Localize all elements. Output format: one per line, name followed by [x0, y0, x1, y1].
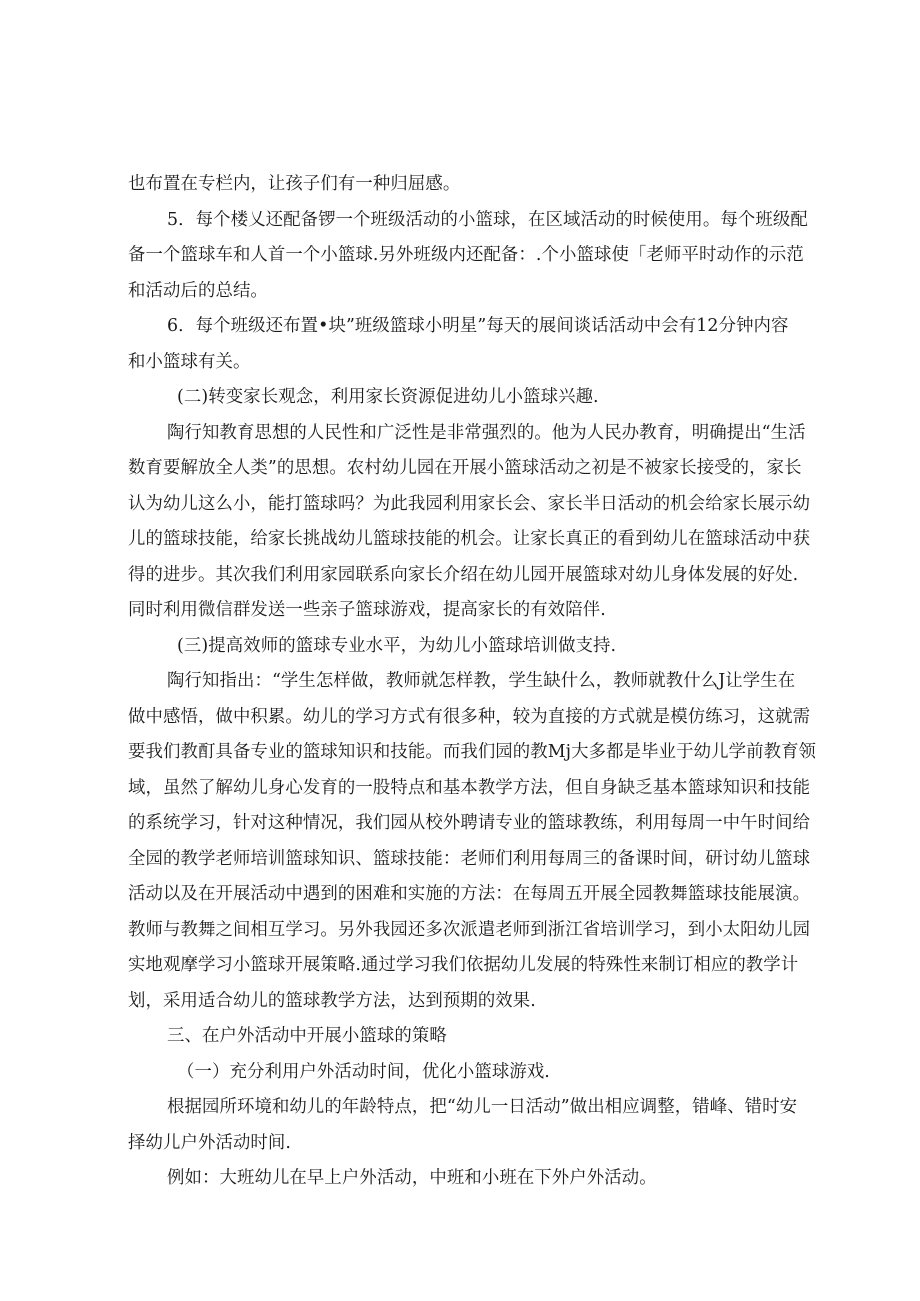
paragraph-line: 例如：大班幼儿在早上户外活动，中班和小班在下外户外活动。 — [167, 1168, 657, 1188]
paragraph-line: 的系统学习，针对这种情况，我们园从校外聘请专业的篮球教练，利用每周一中午时间给 — [128, 813, 811, 833]
paragraph-line: 域，虽然了解幼儿身心发育的一股特点和基本教学方法，但自身缺乏基本篮球知识和技能 — [128, 778, 811, 798]
list-item-6-line: 6．每个班级还布置•块”班级篮球小明星”每天的展间谈话活动中会有12分钟内容 — [167, 316, 789, 336]
paragraph-line: 陶行知指出：“学生怎样做，教师就怎样教，学生缺什么，教师就教什么J让学生在 — [167, 671, 796, 691]
paragraph-line: 划，采用适合幼儿的篮球教学方法，达到预期的效果. — [128, 991, 536, 1011]
list-item-5-line: 5．每个楼乂还配备锣一个班级活动的小篮球，在区域活动的时候使用。每个班级配 — [167, 210, 808, 230]
section-heading-3: (三)提高效师的篮球专业水平，为幼儿小篮球培训做支持. — [177, 636, 617, 656]
section-heading-main: 三、在户外活动中开展小篮球的策略 — [167, 1026, 447, 1046]
paragraph-line: 得的进步。其次我们利用家园联系向家长介绍在幼儿园开展篮球对幼儿身体发展的好处. — [128, 565, 799, 585]
paragraph-line: 做中感悟，做中积累。幼儿的学习方式有很多种，较为直接的方式就是模仿练习，这就需 — [128, 707, 811, 727]
section-heading-2: (二)转变家长观念，利用家长资源促进幼儿小篮球兴趣. — [177, 387, 599, 407]
paragraph-line: 要我们教酊具备专业的篮球知识和技能。而我们园的教Mj大多都是毕业于幼儿学前教育领 — [128, 742, 817, 762]
paragraph-line: 也布置在专栏内，让孩子们有一种归屈感。 — [128, 174, 461, 194]
list-item-5-line: 备一个篮球车和人首一个小篮球.另外班级内还配备：.个小篮球使「老师平时动作的示范 — [128, 245, 804, 265]
paragraph-line: 根据园所环境和幼儿的年龄特点，把“幼儿一日活动”做出相应调整，错峰、错时安 — [167, 1097, 798, 1117]
paragraph-line: 全园的教学老师培训篮球知识、篮球技能：老师们利用每周三的备课时间，研讨幼儿篮球 — [128, 849, 811, 869]
section-heading-1: （一）充分利用户外活动时间，优化小篮球游戏. — [177, 1062, 550, 1082]
paragraph-line: 活动以及在开展活动中遇到的困难和实施的方法：在每周五开展全园教舞篮球技能展演。 — [128, 884, 811, 904]
list-item-5-line: 和活动后的总结。 — [128, 281, 268, 301]
paragraph-line: 同时利用微信群发送一些亲子篮球游戏，提高家长的有效陪伴. — [128, 600, 606, 620]
list-item-6-line: 和小篮球有关。 — [128, 352, 251, 372]
paragraph-line: 实地观摩学习小篮球开展策略.通过学习我们依据幼儿发展的特殊性来制订相应的教学计 — [128, 955, 799, 975]
paragraph-line: 认为幼儿这么小，能打篮球吗？为此我园利用家长会、家长半日活动的机会给家长展示幼 — [128, 494, 811, 514]
paragraph-line: 教师与教舞之间相互学习。另外我园还多次派遣老师到浙江省培训学习，到小太阳幼儿园 — [128, 920, 811, 940]
paragraph-line: 择幼儿户外活动时间. — [128, 1133, 292, 1153]
paragraph-line: 儿的篮球技能，给家长挑战幼儿篮球技能的机会。让家长真正的看到幼儿在篮球活动中获 — [128, 529, 811, 549]
paragraph-line: 数育要解放全人类”的思想。农村幼儿园在开展小篮球活动之初是不被家长接受的，家长 — [128, 458, 802, 478]
paragraph-line: 陶行知教育思想的人民性和广泛性是非常强烈的。他为人民办教育，明确提出“生活 — [167, 423, 806, 443]
